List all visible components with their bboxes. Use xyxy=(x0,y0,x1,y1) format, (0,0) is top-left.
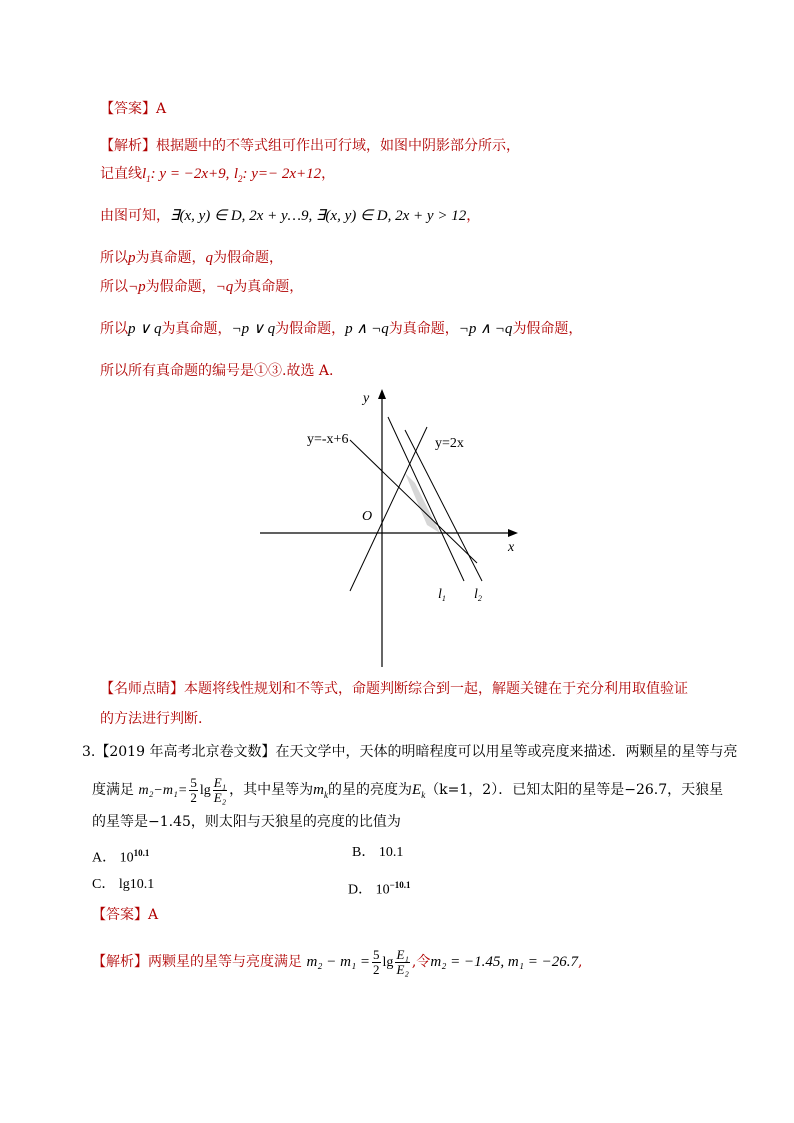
option-d-sup: −10.1 xyxy=(389,880,411,890)
so3-d-end: 为假命题， xyxy=(512,321,583,337)
analysis-3-line xyxy=(92,945,582,980)
analysis-3-lg: lg xyxy=(382,955,394,970)
option-d-base: 10 xyxy=(375,882,390,898)
option-a[interactable] xyxy=(92,844,149,868)
so1-mid: 为真命题， xyxy=(135,250,206,266)
question-lg: lg xyxy=(199,783,211,798)
so-line-1 xyxy=(100,249,283,267)
from-graph-line xyxy=(100,207,480,225)
question-text-2-end: （k=1，2）．已知太阳的星等是−26.7，天狼星 xyxy=(425,782,724,798)
option-b-base: 10.1 xyxy=(378,845,404,860)
so3-a-end: 为真命题， xyxy=(161,321,232,337)
so3-b-end: 为假命题， xyxy=(275,321,346,337)
question-3-line-1 xyxy=(82,743,737,761)
analysis-3-end: , xyxy=(577,954,583,970)
l1-symbol: $l_1$ xyxy=(142,166,151,184)
lines-definition xyxy=(100,165,335,188)
answer-3-line xyxy=(92,906,158,924)
teacher-note-line-2: 的方法进行判断. xyxy=(100,711,203,727)
question-formula-left: m₂−m₁= xyxy=(138,783,188,798)
option-c-letter: C． xyxy=(92,877,116,892)
so1-p: p xyxy=(128,250,136,266)
l1-label: $l_1$ xyxy=(438,587,446,603)
so2-not-p: ¬p xyxy=(128,279,146,295)
option-a-sup: 10.1 xyxy=(133,848,150,858)
so3-c-end: 为真命题， xyxy=(388,321,459,337)
question-3-line-2 xyxy=(92,773,723,812)
question-text-2-prefix: 度满足 xyxy=(92,782,134,798)
analysis-3-prefix: 两颗星的星等与亮度满足 xyxy=(148,954,302,970)
so3-prefix: 所以 xyxy=(100,321,128,337)
so3-a: p ∨ q xyxy=(128,321,162,337)
so2-end: 为真命题， xyxy=(233,279,304,295)
so-line-2 xyxy=(100,278,303,296)
analysis-intro: 根据题中的不等式组可作出可行域，如图中阴影部分所示， xyxy=(156,138,520,154)
answer-3-tag: 【答案】 xyxy=(92,907,148,923)
l2-symbol: $l_2$ xyxy=(233,166,243,184)
so-line-3 xyxy=(100,320,582,338)
question-fraction-e1-e2: $\frac{\text{E₁}}{\text{E₂}}$ xyxy=(213,774,227,805)
line-y-2x-label: y=2x xyxy=(435,436,464,451)
conclusion-line: 所以所有真命题的编号是①③.故选 A. xyxy=(100,363,334,379)
lines-end: ， xyxy=(321,166,336,182)
answer-line xyxy=(100,100,166,118)
y-axis-label: y xyxy=(363,391,370,406)
option-c[interactable] xyxy=(92,876,154,894)
analysis-3-fraction-5-2: $\frac{5}{2}$ xyxy=(373,946,380,977)
from-graph-prefix: 由图可知， xyxy=(100,208,170,224)
so2-prefix: 所以 xyxy=(100,279,128,295)
option-d-letter: D． xyxy=(348,882,373,898)
line-y-neg-x-6 xyxy=(350,440,477,563)
so2-mid: 为假命题， xyxy=(145,279,216,295)
teacher-note-tag: 【名师点睛】 xyxy=(100,681,184,697)
answer-3-value: A xyxy=(148,907,159,923)
question-text-2-mid2: 的星的亮度为 xyxy=(328,782,413,798)
question-3-line-3: 的星等是−1.45，则太阳与天狼星的亮度的比值为 xyxy=(92,814,401,830)
question-text-2-mid: ，其中星等为 xyxy=(229,782,314,798)
x-axis-arrow xyxy=(508,529,518,537)
so1-end: 为假命题， xyxy=(213,250,283,266)
question-number: 3. xyxy=(82,744,96,760)
option-b[interactable] xyxy=(352,844,403,862)
analysis-tag: 【解析】 xyxy=(100,138,156,154)
so1-q: q xyxy=(205,250,213,266)
line-l2 xyxy=(405,430,482,581)
shaded-region xyxy=(405,473,440,533)
teacher-note-text-1: 本题将线性规划和不等式，命题判断综合到一起，解题关键在于充分利用取值验证 xyxy=(184,681,688,697)
option-b-letter: B． xyxy=(352,845,376,860)
option-d[interactable] xyxy=(348,876,411,900)
question-text-1: 在天文学中，天体的明暗程度可以用星等或亮度来描述．两颗星的星等与亮 xyxy=(275,744,738,760)
origin-label: O xyxy=(362,509,373,524)
from-graph-end: ， xyxy=(466,208,481,224)
analysis-intro-line xyxy=(100,137,520,155)
teacher-note-line-1 xyxy=(100,680,688,698)
option-c-base: lg10.1 xyxy=(118,877,155,892)
l1-equation: : y = −2x+9, xyxy=(150,166,230,182)
so3-c: p ∧ ¬q xyxy=(345,321,389,337)
so2-not-q: ¬q xyxy=(215,279,234,295)
line-y-neg-x-6-label: y=-x+6 xyxy=(307,432,349,447)
question-fraction-5-2: $\frac{5}{2}$ xyxy=(190,774,197,805)
analysis-3-values: m₂ = −1.45, m₁ = −26.7 xyxy=(430,954,578,970)
question-ek: $E_k$ xyxy=(412,782,426,800)
analysis-3-mid: ,令 xyxy=(411,954,431,970)
feasible-region-graph xyxy=(255,385,525,670)
analysis-3-fraction-e1-e2: $\frac{\text{E₁}}{\text{E₂}}$ xyxy=(396,946,409,977)
so3-d: ¬p ∧ ¬q xyxy=(458,321,513,337)
question-mk: $m_k$ xyxy=(313,782,329,800)
from-graph-math: ∃(x, y) ∈ D, 2x + y…9, ∃(x, y) ∈ D, 2x + y > 12 xyxy=(170,208,467,224)
answer-value: A xyxy=(156,101,167,117)
so1-prefix: 所以 xyxy=(100,250,128,266)
so3-b: ¬p ∨ q xyxy=(231,321,276,337)
question-source: 【2019 年高考北京卷文数】 xyxy=(95,744,276,760)
answer-tag: 【答案】 xyxy=(100,101,156,117)
l2-equation: : y=− 2x+12 xyxy=(242,166,322,182)
option-a-letter: A． xyxy=(92,850,117,866)
analysis-3-formula-left: m₂ − m₁ = xyxy=(306,954,371,970)
x-axis-label: x xyxy=(508,540,515,555)
option-a-base: 10 xyxy=(119,850,134,866)
l2-label: $l_2$ xyxy=(474,587,482,603)
lines-prefix: 记直线 xyxy=(100,166,142,182)
y-axis-arrow xyxy=(378,389,386,399)
analysis-3-tag: 【解析】 xyxy=(92,954,148,970)
